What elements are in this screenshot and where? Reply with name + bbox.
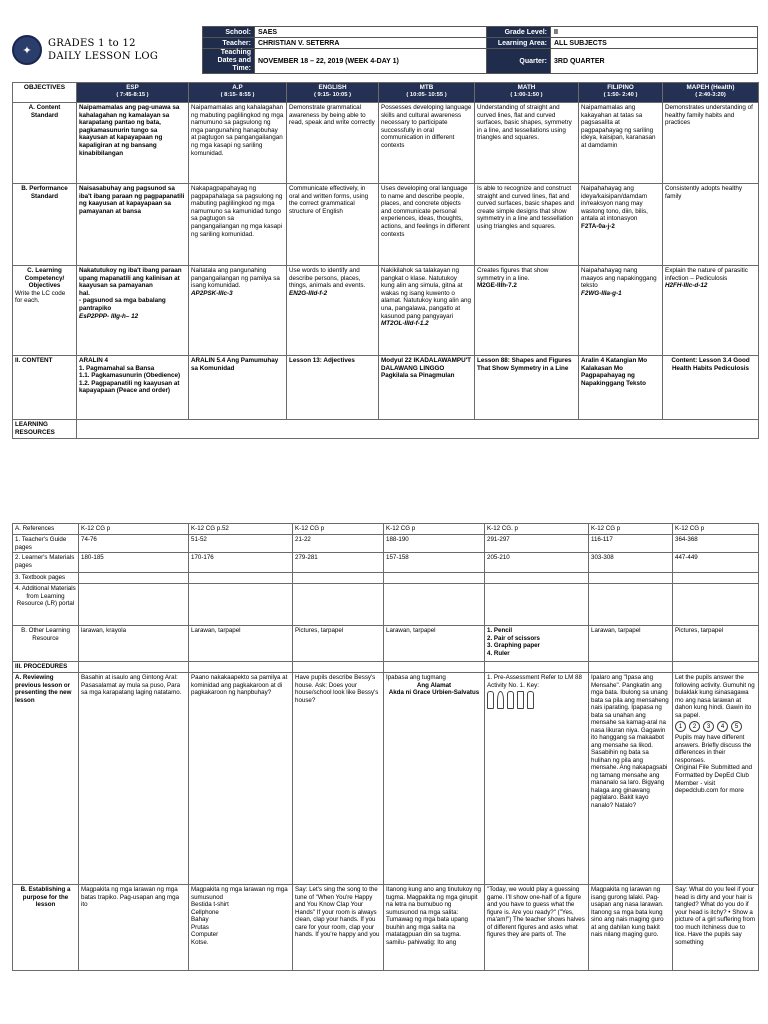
cell: K-12 CG p [79,524,189,535]
cell [485,662,589,673]
lc-code: H2FH-IIIc-d-12 [665,282,708,290]
cell: Communicate effectively, in oral and written forms, using the correct grammatical structure of English [287,184,379,266]
cell: 21-22 [293,535,384,553]
cell: Aralin 4 Katangian Mo Kalakasan Mo Pagpapahayag ng Napakinggang Teksto [579,356,663,420]
title-line-2: DAILY LESSON LOG [48,51,159,62]
cell: Understanding of straight and curved lines, flat and curved surfaces, basic shapes, symmetry in a line, and tessellations using triangles and squares. [475,103,579,184]
quarter-value: 3RD QUARTER [551,49,758,74]
cell: Magpakita ng mga larawan ng mga batas trapiko. Pag-usapan ang mga ito [79,885,189,971]
cell: K-12 CG p [673,524,759,535]
cell: K-12 CG p.52 [189,524,293,535]
cell [485,584,589,626]
cell: 51-52 [189,535,293,553]
teachers-guide-row [13,535,759,553]
cell: Larawan, tarpapel [384,626,485,662]
cell [293,584,384,626]
cell [384,584,485,626]
performance-standard-row [13,184,759,266]
cell: Say: What do you feel if your head is dirty and your hair is tangled? What do you do if your head is itchy? • Show a picture of a girl suffering from too much itchiness due to lice. Have the pupils say something [673,885,759,971]
subject-esp: ESP ( 7:45-8:15 ) [77,83,189,103]
cell: Naipahahayag ang ideya/kaisipan/damdam in/reaksyon nang may wastong tono, diin, bilis, antala at intonasyon F2TA-0a-j-2 [579,184,663,266]
area-label: Learning Area: [487,38,551,49]
logo-area [12,26,202,74]
cell: 74-76 [79,535,189,553]
cell: Lesson 13: Adjectives [287,356,379,420]
cell: Nakapagpapahayag ng pagpapahalaga sa pagsulong ng mabuting paglilingkod ng mga namumuno sa kamunidad tungo sa pagtugon sa pangangailangan ng mga kasapi ng sariling komunidad. [189,184,287,266]
row-label: LEARNING RESOURCES [13,420,77,439]
row-label: 3. Textbook pages [13,573,79,584]
row-label: 1. Teacher's Guide pages [13,535,79,553]
teacher-label: Teacher: [203,38,255,49]
school-value: SAES [255,27,487,38]
cell: K-12 CG p [384,524,485,535]
grade-label: Grade Level: [487,27,551,38]
textbook-row [13,573,759,584]
cell: Itanong kung ano ang tinutukoy ng tugma. Magpakita ng mga ginupit na letra na bumubuo ng sumusunod na mga salita: Tumawag ng mga bata upang buuhin ang mga salita na matatagpuan din sa tugma. samilu- pahiwatig: Ito ang [384,885,485,971]
lc-code: MT2OL-IIId-f-1.2 [381,320,429,328]
references-row [13,524,759,535]
row-label: B. Establishing a purpose for the lesson [13,885,79,971]
cell: Ipabasa ang tugmang Ang Alamat Akda ni Grace Urbien-Salvatus [384,673,485,885]
other-resources-row [13,626,759,662]
cell: Creates figures that show symmetry in a line. M2GE-IIIh-7.2 [475,266,579,356]
cell: Larawan, tarpapel [589,626,673,662]
objectives-table [12,82,759,439]
objectives-header: OBJECTIVES [13,83,77,103]
cell: Naipamamalas ang pag-unawa sa kahalagahan ng kamalayan sa karapatang pantao ng bata, pagkamasunurin tungo sa kaayusan at kapayapaan ng kapaligiran at ng bansang kinabibilangan [77,103,189,184]
cell [77,420,759,439]
row-label: B. Other Learning Resource [13,626,79,662]
cell: ARALIN 5.4 Ang Pamumuhay sa Komunidad [189,356,287,420]
cell: Explain the nature of parasitic infection – Pediculosis H2FH-IIIc-d-12 [663,266,759,356]
cell: 205-210 [485,553,589,573]
purpose-row [13,885,759,971]
row-label: 4. Additional Materials from Learning Resource (LR) portal [13,584,79,626]
cell: Naisasabuhay ang pagsunod sa iba't ibang paraan ng pagpapanatili ng kaayusan at kapayapaan sa pamayanan at bansa [77,184,189,266]
cell: Let the pupils answer the following activity. Gumuhit ng bulaklak kung isinasagawa mo ang nasa larawan at dahon kung hindi. Gawin ito sa papel. 1 2 3 4 5 Pupils may have different answers. Briefly discuss the differences in their responses. Original File Submitted and Formatted by DepEd Club Member - visit depedclub.com for more [673,673,759,885]
cell: Magpakita ng mga larawan ng mga sumusunod Bestida t-shirt Cellphone Bahay Prutas Computer Kotse. [189,885,293,971]
lc-code: F2TA-0a-j-2 [581,222,615,230]
cell: 116-117 [589,535,673,553]
cell [79,573,189,584]
cell: 188-190 [384,535,485,553]
cell [673,662,759,673]
cell: Have pupils describe Bessy's house. Ask: Does your house/school look like Bessy's house? [293,673,384,885]
deped-seal-icon: ✦ [12,35,42,65]
lc-code: EN2G-IIId-f-2 [289,289,328,297]
cell [384,662,485,673]
cell [589,662,673,673]
cell [293,573,384,584]
cell: Basahin at isaulo ang Gintong Aral: Pasasalamat ay mula sa puso, Para sa mga karapatang laging natatamo. [79,673,189,885]
header-info-table [202,26,758,74]
row-label: C. Learning Competency/ Objectives Write the LC code for each. [13,266,77,356]
cell: 364-368 [673,535,759,553]
symmetry-figures-icon [487,689,586,711]
cell: Paano nakakaapekto sa pamilya at kominidad ang pagkakaroon at di pagkakaroon ng hanpbuhay? [189,673,293,885]
competency-row [13,266,759,356]
cell: Naipahahayag nang maayos ang napakinggang teksto F2WG-IIIa-g-1 [579,266,663,356]
cell: Demonstrates understanding of healthy family habits and practices [663,103,759,184]
grade-value: II [551,27,758,38]
row-label: II. CONTENT [13,356,77,420]
review-row [13,673,759,885]
dates-value: NOVEMBER 18 – 22, 2019 (WEEK 4-DAY 1) [255,49,487,74]
cell [189,573,293,584]
cell: larawan, krayola [79,626,189,662]
row-label: III. PROCEDURES [13,662,79,673]
document-header [12,26,758,74]
cell: Consistently adopts healthy family [663,184,759,266]
cell [384,573,485,584]
content-standard-row [13,103,759,184]
cell: 180-185 [79,553,189,573]
cell: 170-176 [189,553,293,573]
cell [589,573,673,584]
cell: Larawan, tarpapel [189,626,293,662]
cell: Pictures, tarpapel [293,626,384,662]
cell: K-12 CG p [293,524,384,535]
dates-label: Teaching Dates and Time: [203,49,255,74]
cell [589,584,673,626]
cell [189,584,293,626]
procedures-table [12,523,759,971]
cell: 279-281 [293,553,384,573]
cell: Magpakita ng larawan ng isang gurong lalaki. Pag-usapan ang nasa larawan. Itanong sa mga bata kung sino ang nais maging guro at ang dahilan kung bakit nais nilang maging guro. [589,885,673,971]
cell: Content: Lesson 3.4 Good Health Habits Pediculosis [663,356,759,420]
cell: "Today, we would play a guessing game. I'll show one-half of a figure and you have to guess what the figure is. Are you ready?" ("Yes, ma'am!") The teacher shows halves of different figures and asks what figures they are parts of. The [485,885,589,971]
lc-code: AP2PSK-IIIc-3 [191,289,233,297]
learners-materials-row [13,553,759,573]
cell: 303-308 [589,553,673,573]
cell: Naitatala ang pangunahing pangangailangan ng pamilya sa isang komunidad. AP2PSK-IIIc-3 [189,266,287,356]
cell: Uses developing oral language to name and describe people, places, and concrete objects and communicate personal experiences, ideas, thoughts, actions, and feelings in different contexts [379,184,475,266]
document-title [48,37,158,63]
lesson-log-page-1 [12,26,758,439]
cell: Lesson 88: Shapes and Figures That Show Symmetry in a Line [475,356,579,420]
quarter-label: Quarter: [487,49,551,74]
cell: Naipamamalas ang kakayahan at tatas sa pagsasalita at pagpapahayag ng sariling ideya, kaisipan, karanasan at damdamin [579,103,663,184]
additional-materials-row [13,584,759,626]
cell [673,584,759,626]
row-label: A. Content Standard [13,103,77,184]
cell: 1. Pencil 2. Pair of scissors 3. Graphing paper 4. Ruler [485,626,589,662]
procedures-row [13,662,759,673]
cell: Use words to identify and describe persons, places, things, animals and events. EN2G-IIId-f-2 [287,266,379,356]
flower-leaf-activity-icon: 1 2 3 4 5 [675,719,756,734]
watermark-notice: Original File Submitted and Formatted by DepEd Club Member - visit depedclub.com for more [675,764,753,795]
cell: 291-297 [485,535,589,553]
subject-mtb: MTB ( 10:05- 10:55 ) [379,83,475,103]
school-label: School: [203,27,255,38]
cell: K-12 CG. p [485,524,589,535]
lc-code: EsP2PPP- IIIg-h– 12 [79,312,139,320]
cell: ARALIN 4 1. Pagmamahal sa Bansa 1.1. Pagkamasunurin (Obedience) 1.2. Pagpapanatili ng kaayusan at kapayapaan (Peace and order) [77,356,189,420]
row-label: B. Performance Standard [13,184,77,266]
cell: 1. Pre-Assessment Refer to LM 88 Activity No. 1. Key: [485,673,589,885]
cell: Naipamamalas ang kahalagahan ng mabuting paglilingkod ng mga namumuno sa pagsulong ng mga pangunahing hanapbuhay at pagtugon sa pangangailangan ng mga kasapi ng sariling komunidad. [189,103,287,184]
subject-mapeh: MAPEH (Health) ( 2:40-3:20) [663,83,759,103]
cell: Pictures, tarpapel [673,626,759,662]
subject-math: MATH ( 1:00-1:50 ) [475,83,579,103]
title-line-1: GRADES 1 to 12 [48,38,136,49]
subject-ap: A.P ( 8:15- 8:55 ) [189,83,287,103]
cell: Possesses developing language skills and cultural awareness necessary to participate successfully in oral communication in different contexts [379,103,475,184]
cell: Demonstrate grammatical awareness by being able to read, speak and write correctly [287,103,379,184]
cell [673,573,759,584]
cell: Say: Let's sing the song to the tune of "When You're Happy and You Know Clap Your Hands" If your room is always clean, clap your hands. If you care for your room, clap your hands. If you're happy and you [293,885,384,971]
subject-english: ENGLISH ( 9:15- 10:05 ) [287,83,379,103]
cell: Nakatutukoy ng iba't ibang paraan upang mapanatili ang kalinisan at kaayusan sa pamayanan hal. - pagsunod sa mga babalang pantrapiko EsP2PPP- IIIg-h– 12 [77,266,189,356]
cell: 447-449 [673,553,759,573]
subject-filipino: FILIPINO ( 1:50- 2:40 ) [579,83,663,103]
lesson-log-page-2 [12,523,758,971]
teacher-value: CHRISTIAN V. SETERRA [255,38,487,49]
cell: Ipalaro ang "Ipasa ang Mensahe". Pangkatin ang mga bata. Ibulong sa unang bata sa pila ang mensaheng nais iparating. Ipapasa ng bata sa unahan ang mensahe sa kamag-aral na nasa likuran niya. Gagawin ito hanggang sa makaabot ang mensahe sa likod. Sasabihin ng bata sa hulihan ng pila ang mensahe. Ang nakapagsabi ng tamang mensahe ang mananalo sa laro. Bigyang halaga ang ginawang paglalaro. Bakit kayo nanalo? Natalo? [589,673,673,885]
row-label: A. References [13,524,79,535]
cell [485,573,589,584]
row-label: A. Reviewing previous lesson or presenting the new lesson [13,673,79,885]
cell: Is able to recognize and construct straight and curved lines, flat and curved surfaces, basic shapes and create simple designs that show symmetry in a line and tessellation using triangles and squares. [475,184,579,266]
cell: 157-158 [384,553,485,573]
learning-resources-row [13,420,759,439]
cell: Nakikilahok sa talakayan ng pangkat o klase. Natutukoy kung alin ang simula, gitna at wakas ng isang kuwento o alamat. Natutukoy kung alin ang una, pangalawa, pangatlo at kasunod pang pangyayari MT2OL-IIId-f-1.2 [379,266,475,356]
cell [79,584,189,626]
cell [293,662,384,673]
content-row [13,356,759,420]
lc-code: F2WG-IIIa-g-1 [581,289,622,297]
cell [189,662,293,673]
cell: K-12 CG p [589,524,673,535]
lc-code: M2GE-IIIh-7.2 [477,282,517,290]
row-label: 2. Learner's Materials pages [13,553,79,573]
cell: Modyul 22 IKADALAWAMPU'T DALAWANG LINGGO Pagkilala sa Pinagmulan [379,356,475,420]
cell [79,662,189,673]
area-value: ALL SUBJECTS [551,38,758,49]
